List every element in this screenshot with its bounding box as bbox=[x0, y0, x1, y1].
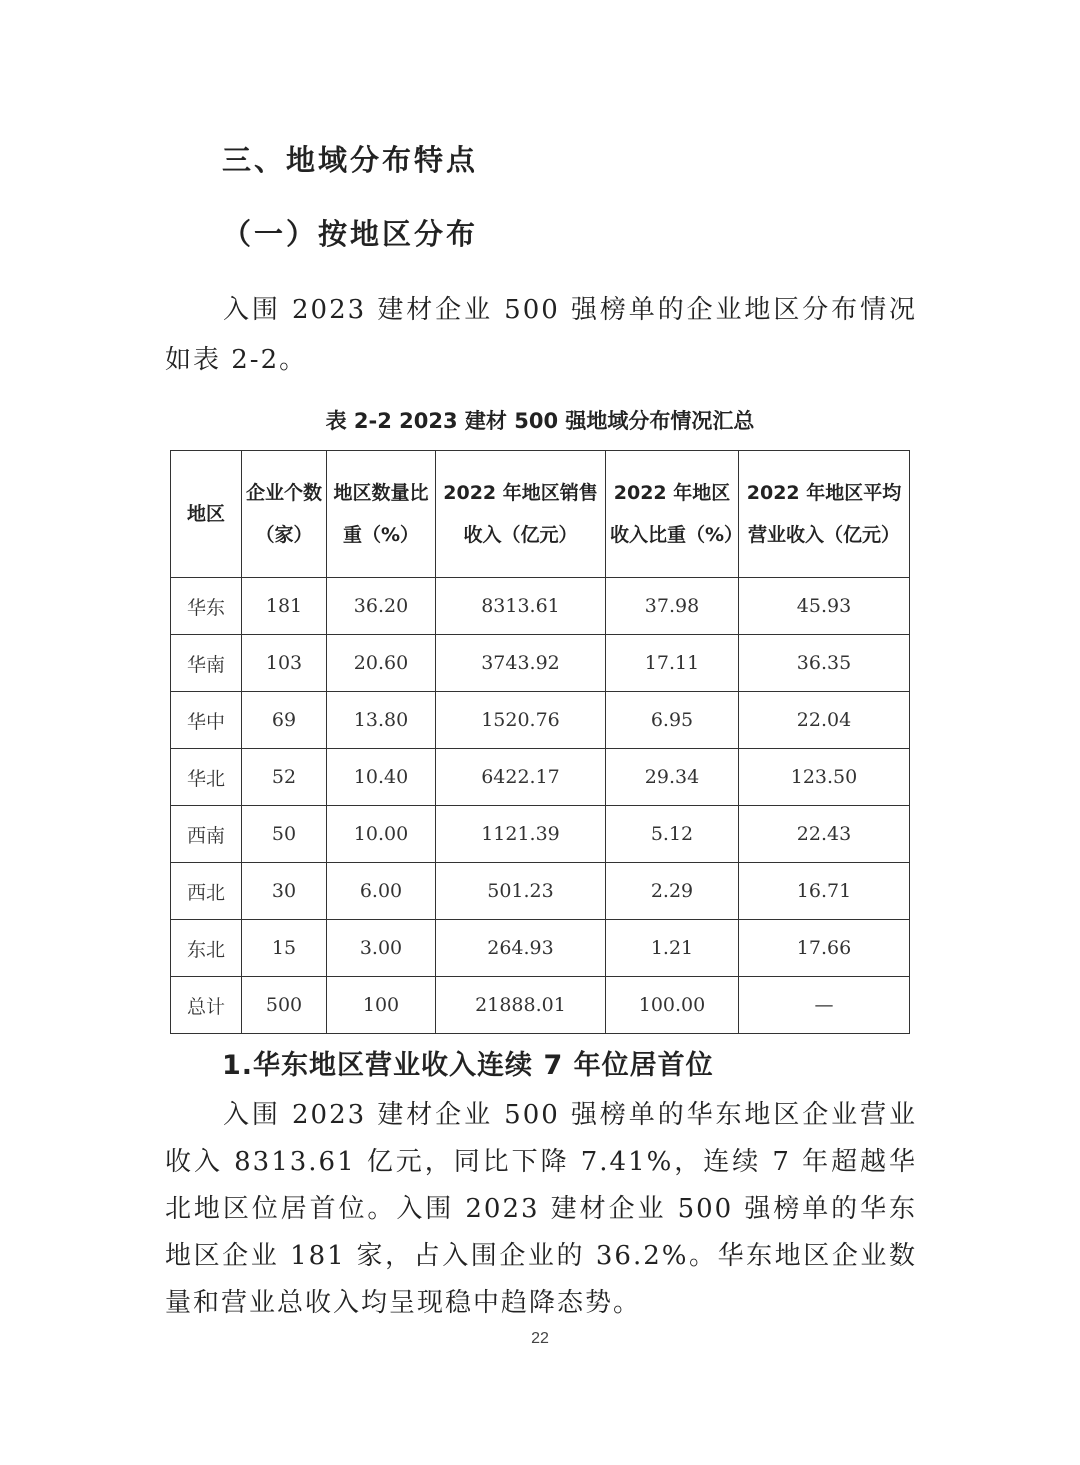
cell-count: 69 bbox=[242, 692, 327, 749]
header-company-count: 企业个数（家） bbox=[242, 451, 327, 578]
cell-sales: 6422.17 bbox=[436, 749, 606, 806]
section-heading: 三、地域分布特点 bbox=[222, 143, 479, 177]
cell-revenue-share: 6.95 bbox=[606, 692, 739, 749]
cell-revenue-share: 17.11 bbox=[606, 635, 739, 692]
header-sales-revenue: 2022 年地区销售收入（亿元） bbox=[436, 451, 606, 578]
cell-revenue-share: 1.21 bbox=[606, 920, 739, 977]
cell-revenue-share: 37.98 bbox=[606, 578, 739, 635]
cell-average: 45.93 bbox=[739, 578, 910, 635]
cell-average: — bbox=[739, 977, 910, 1034]
cell-average: 36.35 bbox=[739, 635, 910, 692]
cell-region: 华北 bbox=[171, 749, 242, 806]
cell-count: 30 bbox=[242, 863, 327, 920]
table-row bbox=[171, 692, 910, 749]
cell-count-share: 100 bbox=[327, 977, 436, 1034]
table-total-row bbox=[171, 977, 910, 1034]
cell-count-share: 3.00 bbox=[327, 920, 436, 977]
cell-region: 东北 bbox=[171, 920, 242, 977]
cell-count: 181 bbox=[242, 578, 327, 635]
table-row bbox=[171, 863, 910, 920]
header-revenue-share: 2022 年地区收入比重（%） bbox=[606, 451, 739, 578]
cell-average: 16.71 bbox=[739, 863, 910, 920]
cell-region: 华中 bbox=[171, 692, 242, 749]
table-caption: 表 2-2 2023 建材 500 强地域分布情况汇总 bbox=[325, 409, 755, 433]
cell-average: 123.50 bbox=[739, 749, 910, 806]
cell-revenue-share: 100.00 bbox=[606, 977, 739, 1034]
header-average-revenue: 2022 年地区平均营业收入（亿元） bbox=[739, 451, 910, 578]
table-header-row bbox=[171, 451, 910, 578]
cell-region: 华南 bbox=[171, 635, 242, 692]
page-number: 22 bbox=[531, 1330, 549, 1347]
cell-revenue-share: 5.12 bbox=[606, 806, 739, 863]
cell-sales: 3743.92 bbox=[436, 635, 606, 692]
cell-revenue-share: 2.29 bbox=[606, 863, 739, 920]
table-row bbox=[171, 578, 910, 635]
cell-count: 15 bbox=[242, 920, 327, 977]
cell-count: 52 bbox=[242, 749, 327, 806]
cell-count-share: 20.60 bbox=[327, 635, 436, 692]
cell-count-share: 10.40 bbox=[327, 749, 436, 806]
subsection-heading: （一）按地区分布 bbox=[222, 217, 479, 251]
cell-count: 50 bbox=[242, 806, 327, 863]
cell-region: 西北 bbox=[171, 863, 242, 920]
header-count-share: 地区数量比重（%） bbox=[327, 451, 436, 578]
cell-revenue-share: 29.34 bbox=[606, 749, 739, 806]
regional-distribution-table bbox=[170, 450, 910, 1034]
table-row bbox=[171, 749, 910, 806]
cell-average: 22.04 bbox=[739, 692, 910, 749]
cell-average: 22.43 bbox=[739, 806, 910, 863]
cell-region: 西南 bbox=[171, 806, 242, 863]
table-row bbox=[171, 635, 910, 692]
table-row bbox=[171, 806, 910, 863]
cell-region: 总计 bbox=[171, 977, 242, 1034]
cell-count-share: 6.00 bbox=[327, 863, 436, 920]
cell-count: 500 bbox=[242, 977, 327, 1034]
cell-count: 103 bbox=[242, 635, 327, 692]
east-china-paragraph: 入围 2023 建材企业 500 强榜单的华东地区企业营业收入 8313.61 亿元，同比下降 7.41%，连续 7 年超越华北地区位居首位。入围 2023 建材企业 500 强榜单的华东地区企业 181 家，占入围企业的 36.2%。华东地区企业数量和营业总收入均呈现稳中趋降态势。 bbox=[165, 1100, 917, 1318]
cell-region: 华东 bbox=[171, 578, 242, 635]
header-region: 地区 bbox=[171, 451, 242, 578]
cell-count-share: 36.20 bbox=[327, 578, 436, 635]
cell-sales: 21888.01 bbox=[436, 977, 606, 1034]
cell-count-share: 10.00 bbox=[327, 806, 436, 863]
cell-count-share: 13.80 bbox=[327, 692, 436, 749]
intro-paragraph: 入围 2023 建材企业 500 强榜单的企业地区分布情况如表 2-2。 bbox=[165, 295, 917, 375]
cell-sales: 1520.76 bbox=[436, 692, 606, 749]
table-row bbox=[171, 920, 910, 977]
cell-sales: 501.23 bbox=[436, 863, 606, 920]
cell-sales: 8313.61 bbox=[436, 578, 606, 635]
east-china-subheading: 1.华东地区营业收入连续 7 年位居首位 bbox=[222, 1050, 714, 1081]
cell-average: 17.66 bbox=[739, 920, 910, 977]
cell-sales: 264.93 bbox=[436, 920, 606, 977]
cell-sales: 1121.39 bbox=[436, 806, 606, 863]
